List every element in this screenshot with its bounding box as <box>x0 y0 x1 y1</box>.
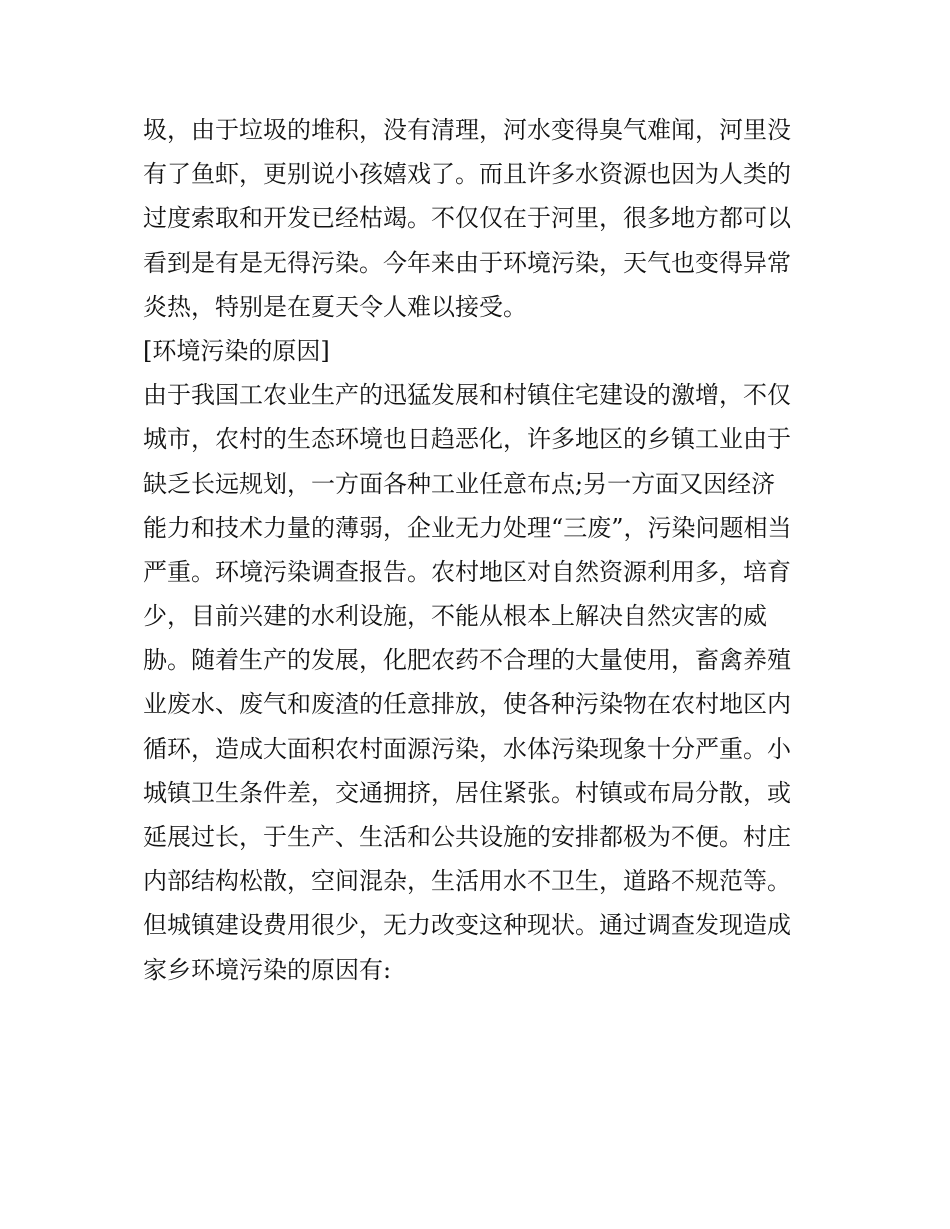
paragraph-line: 城镇卫生条件差，交通拥挤，居住紧张。村镇或布局分散，或 <box>143 778 791 807</box>
paragraph-line: 城市，农村的生态环境也日趋恶化，许多地区的乡镇工业由于 <box>143 425 791 454</box>
paragraph-line: 少，目前兴建的水利设施，不能从根本上解决自然灾害的威 <box>143 602 767 631</box>
paragraph-line: 由于我国工农业生产的迅猛发展和村镇住宅建设的激增，不仅 <box>143 381 791 410</box>
paragraph-line: 看到是有是无得污染。今年来由于环境污染，天气也变得异常 <box>143 248 791 277</box>
paragraph-line: 圾，由于垃圾的堆积，没有清理，河水变得臭气难闻，河里没 <box>143 116 791 144</box>
paragraph-line: 胁。随着生产的发展，化肥农药不合理的大量使用，畜禽养殖 <box>143 646 791 675</box>
paragraph-line: 炎热，特别是在夏天令人难以接受。 <box>143 292 527 321</box>
paragraph-line: 严重。环境污染调查报告。农村地区对自然资源利用多，培育 <box>143 557 791 586</box>
section-heading: [环境污染的原因] <box>143 336 330 365</box>
paragraph-line: 循环，造成大面积农村面源污染，水体污染现象十分严重。小 <box>143 734 791 763</box>
paragraph-line: 延展过长，于生产、生活和公共设施的安排都极为不便。村庄 <box>143 823 791 851</box>
paragraph-line: 能力和技术力量的薄弱，企业无力处理“三废”，污染问题相当 <box>143 513 792 542</box>
paragraph-line: 家乡环境污染的原因有: <box>143 955 392 984</box>
paragraph-line: 有了鱼虾，更别说小孩嬉戏了。而且许多水资源也因为人类的 <box>143 160 791 189</box>
paragraph-line: 内部结构松散，空间混杂，生活用水不卫生，道路不规范等。 <box>143 867 791 896</box>
paragraph-line: 但城镇建设费用很少，无力改变这种现状。通过调查发现造成 <box>143 911 791 940</box>
paragraph-line: 业废水、废气和废渣的任意排放，使各种污染物在农村地区内 <box>143 690 791 719</box>
paragraph-line: 过度索取和开发已经枯竭。不仅仅在于河里，很多地方都可以 <box>143 204 791 233</box>
paragraph-line: 缺乏长远规划，一方面各种工业任意布点;另一方面又因经济 <box>143 469 776 498</box>
document-page <box>143 108 823 992</box>
